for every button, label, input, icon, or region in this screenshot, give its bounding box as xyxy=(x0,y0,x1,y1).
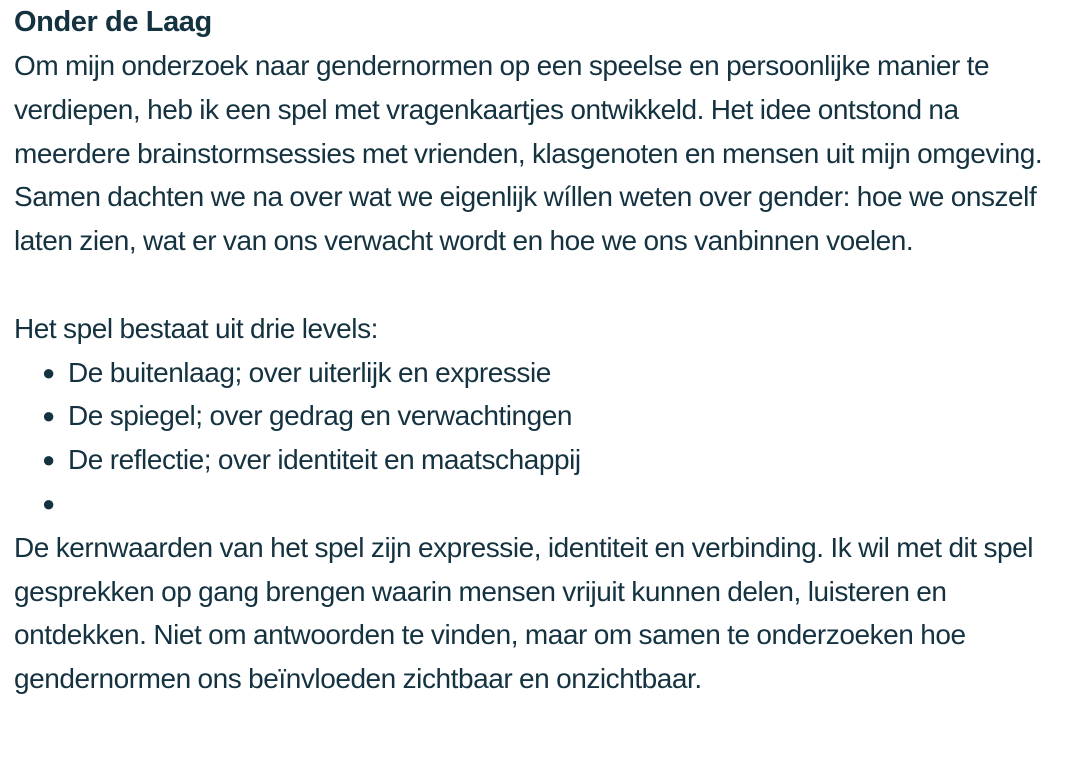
bullet-icon: ● xyxy=(42,490,55,516)
level-item-label: De spiegel; over gedrag en verwachtingen xyxy=(68,400,573,432)
paragraph-spacer xyxy=(14,263,1070,307)
closing-paragraph: De kernwaarden van het spel zijn expressie, identiteit en verbinding. Ik wil met dit spel gesprekken op gang brengen waarin mensen vrijuit kunnen delen, luisteren en ontdekken. Niet om antwoorden te vinden, maar om samen te onderzoeken hoe gendernormen ons beïnvloeden zichtbaar en onzichtbaar. xyxy=(14,531,1034,695)
level-item-buitenlaag xyxy=(14,351,1070,395)
level-item-label: De reflectie; over identiteit en maatschappij xyxy=(68,444,581,476)
bullet-icon: ● xyxy=(42,359,55,385)
level-item-spiegel xyxy=(14,394,1070,438)
bullet-icon: ● xyxy=(42,447,55,473)
article xyxy=(14,0,1070,701)
levels-list xyxy=(14,351,1070,526)
level-item-label: De buitenlaag; over uiterlijk en expressie xyxy=(68,356,551,388)
bullet-icon: ● xyxy=(42,403,55,429)
levels-heading: Het spel bestaat uit drie levels: xyxy=(14,312,378,344)
intro-paragraph: Om mijn onderzoek naar gendernormen op een speelse en persoonlijke manier te verdiepen, heb ik een spel met vragenkaartjes ontwikkeld. Het idee ontstond na meerdere brainstormsessies met vrienden, klasgenoten en mensen uit mijn omgeving. Samen dachten we na over wat we eigenlijk wíllen weten over gender: hoe we onszelf laten zien, wat er van ons verwacht wordt en hoe we ons vanbinnen voelen. xyxy=(14,50,1043,257)
level-item-reflectie xyxy=(14,438,1070,482)
level-item-empty xyxy=(14,482,1070,526)
section-title: Onder de Laag xyxy=(14,6,212,38)
